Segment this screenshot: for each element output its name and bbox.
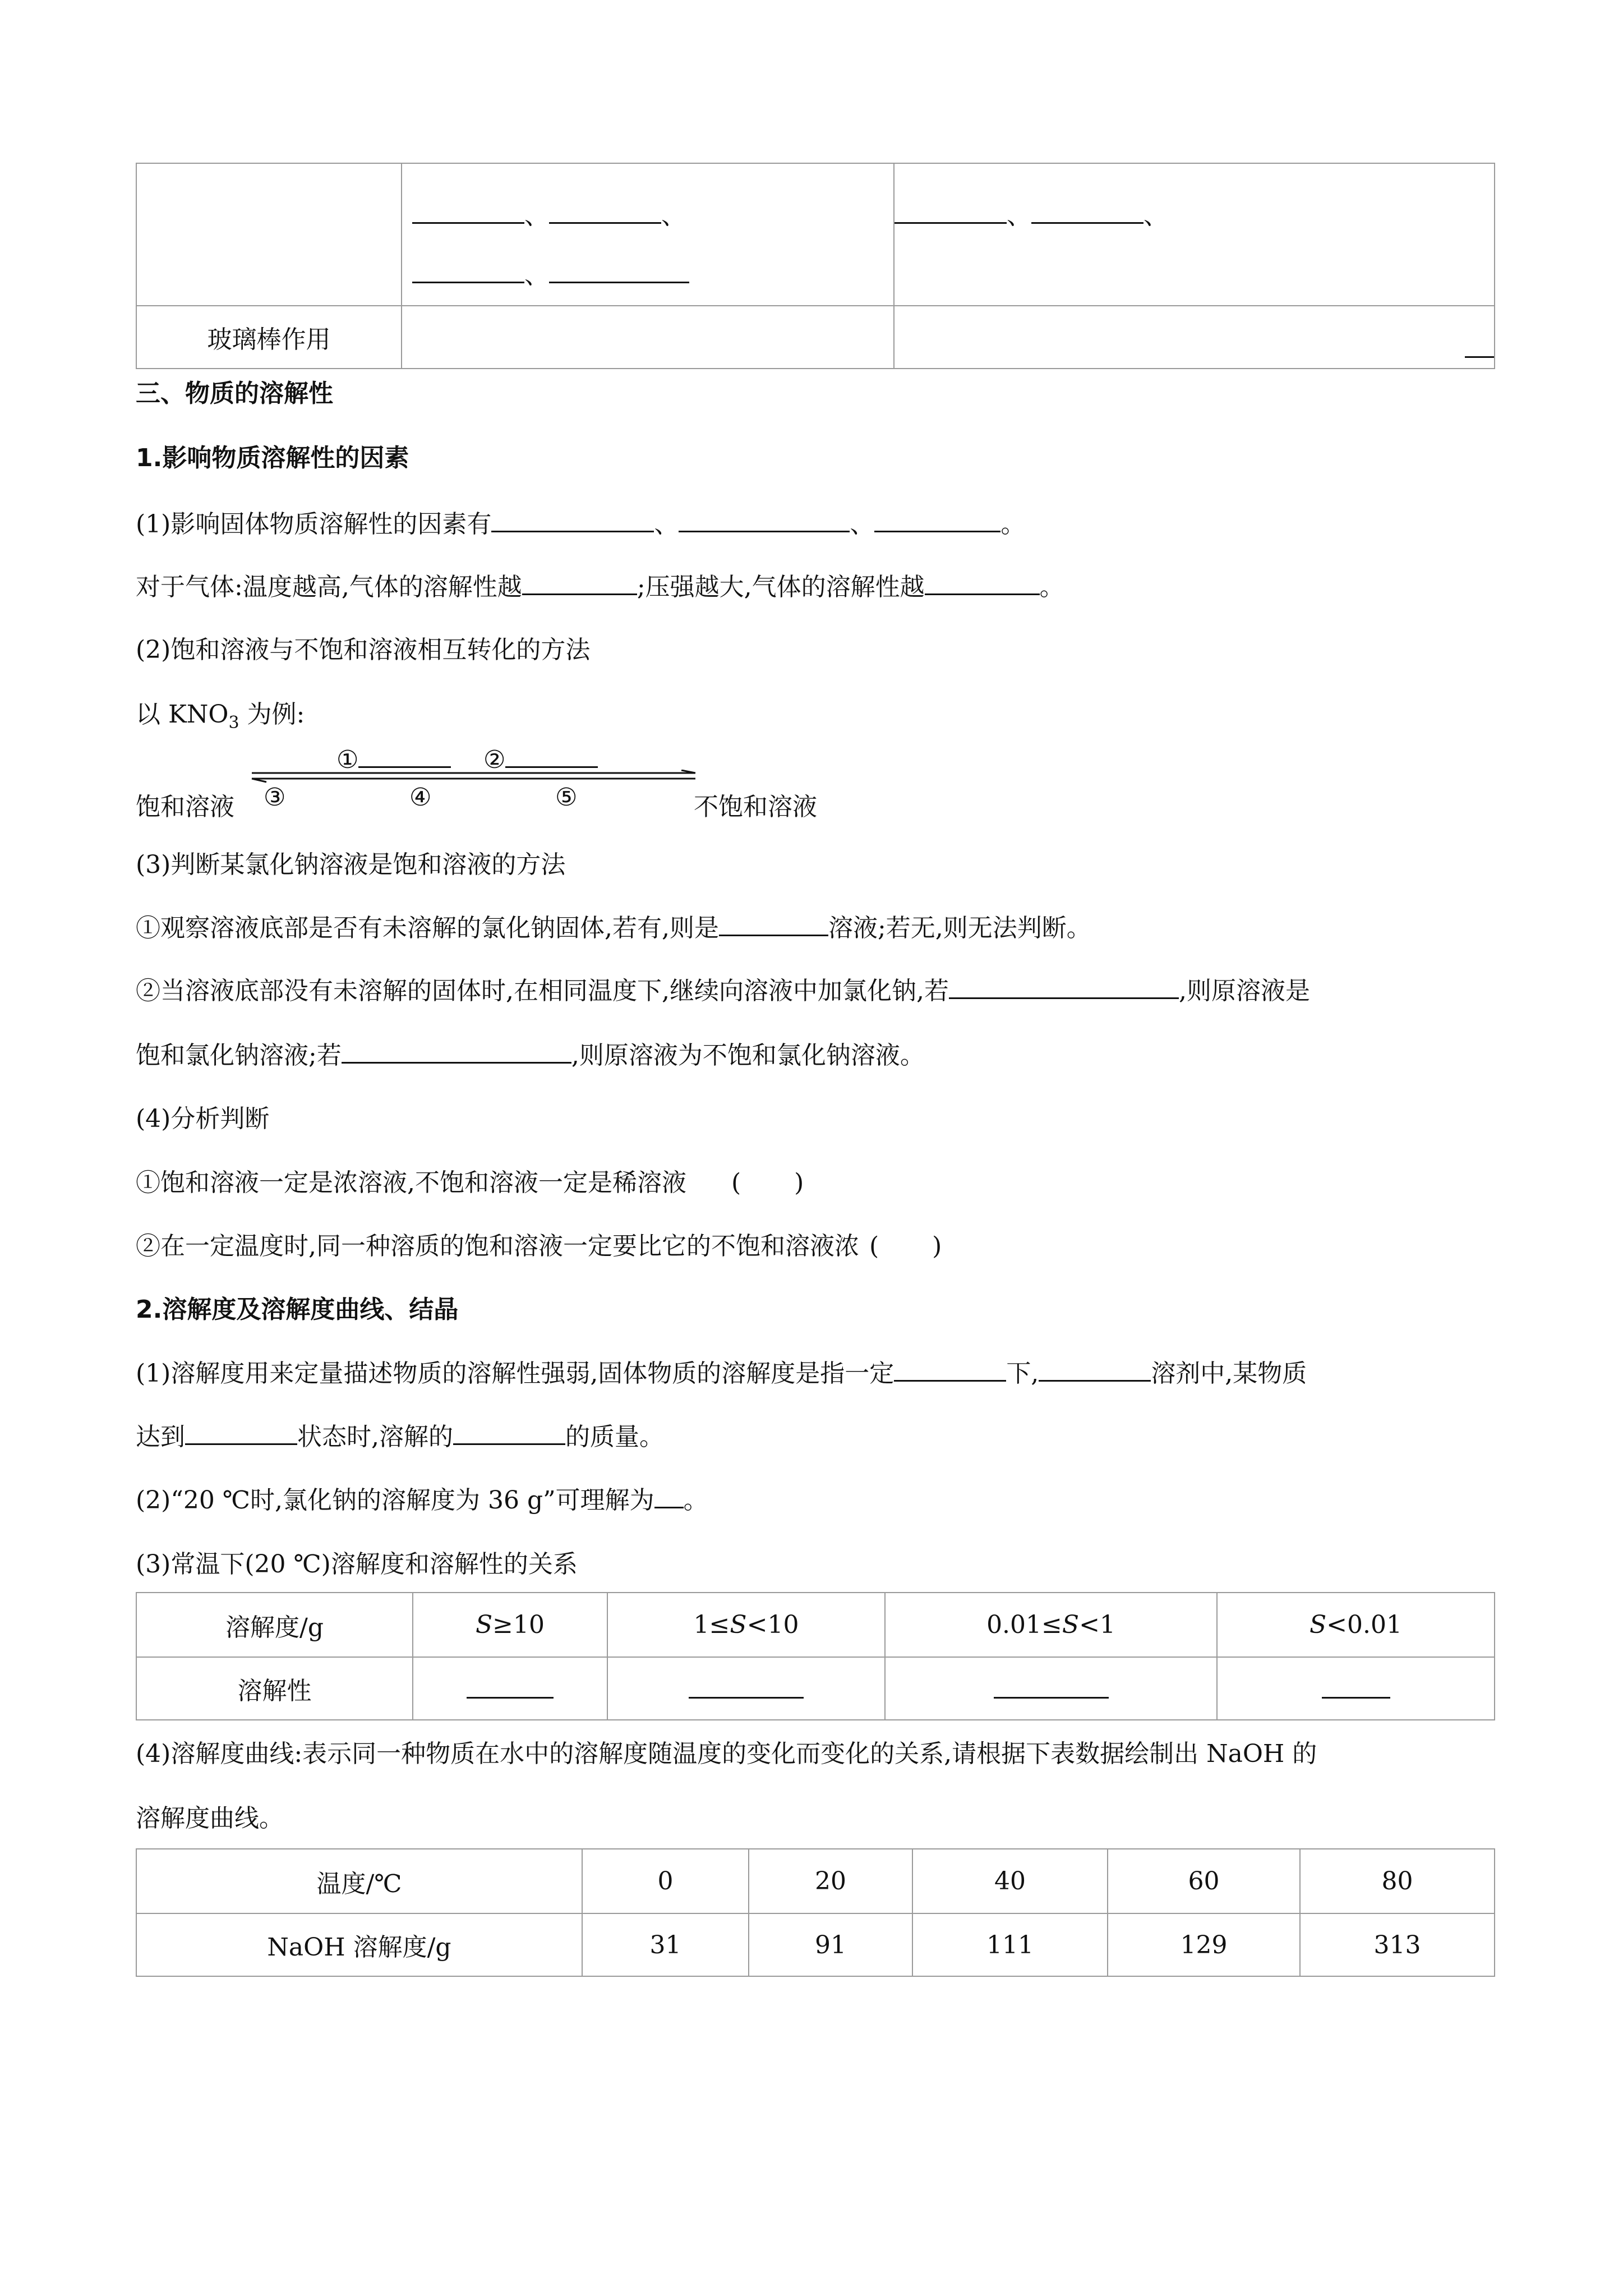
equipment-blanks-cell-2: 、 、 <box>894 163 1495 306</box>
judge-method-heading: (3)判断某氯化钠溶液是饱和溶液的方法 <box>136 850 566 879</box>
nacl-solubility-question: (2)“20 ℃时,氯化钠的溶解度为 36 g”可理解为 。 <box>136 1480 708 1516</box>
solubility-label: 溶解度/g <box>136 1593 413 1657</box>
range-soluble: 1≤S<10 <box>607 1593 885 1657</box>
answer-blank[interactable] <box>412 197 524 224</box>
temperature-value: 40 <box>912 1849 1108 1913</box>
equipment-blanks-cell-1: 、 、 、 <box>402 163 894 306</box>
temperature-value: 0 <box>582 1849 749 1913</box>
judge-method-2-cont: 饱和氯化钠溶液;若 ,则原溶液为不饱和氯化钠溶液。 <box>136 1035 925 1071</box>
answer-blank[interactable] <box>549 197 661 224</box>
method-3: ③ <box>264 783 286 812</box>
solubility-class-cell <box>607 1657 885 1720</box>
answer-blank[interactable] <box>874 506 1000 532</box>
glass-rod-cell-1[interactable] <box>402 306 894 369</box>
answer-blank[interactable] <box>491 506 654 532</box>
answer-blank[interactable] <box>1465 332 1494 358</box>
answer-blank[interactable] <box>522 569 637 595</box>
answer-blank[interactable] <box>358 742 451 768</box>
judge-method-2: ②当溶液底部没有未溶解的固体时,在相同温度下,继续向溶液中加氯化钠,若 ,则原溶液是 <box>136 970 1310 1006</box>
answer-blank[interactable] <box>412 257 524 283</box>
naoh-solubility-table <box>136 1848 1495 1977</box>
equipment-table <box>136 163 1495 369</box>
solubility-value: 313 <box>1300 1913 1495 1976</box>
unsaturated-solution-label: 不饱和溶液 <box>694 793 817 821</box>
method-5: ⑤ <box>555 783 578 812</box>
curve-instruction: (4)溶解度曲线:表示同一种物质在水中的溶解度随温度的变化而变化的关系,请根据下表数据绘制出 NaOH 的 <box>136 1740 1317 1768</box>
answer-blank[interactable] <box>1039 1355 1151 1382</box>
answer-blank[interactable] <box>453 1419 565 1445</box>
answer-blank[interactable] <box>185 1419 297 1445</box>
judge-method-1: ①观察溶液底部是否有未溶解的氯化钠固体,若有,则是 溶液;若无,则无法判断。 <box>136 908 1091 944</box>
answer-blank[interactable] <box>467 1672 554 1699</box>
saturated-solution-label: 饱和溶液 <box>136 793 234 821</box>
temperature-value: 60 <box>1108 1849 1300 1913</box>
answer-blank[interactable] <box>654 1482 684 1508</box>
answer-blank[interactable] <box>1322 1672 1390 1699</box>
answer-blank[interactable] <box>719 910 828 936</box>
range-easily-soluble: S≥10 <box>413 1593 607 1657</box>
solubility-class-cell <box>413 1657 607 1720</box>
answer-blank[interactable] <box>679 506 850 532</box>
solubility-definition: (1)溶解度用来定量描述物质的溶解性强弱,固体物质的溶解度是指一定 下, 溶剂中,某物质 <box>136 1353 1307 1389</box>
solubility-class-cell <box>1217 1657 1495 1720</box>
relation-heading: (3)常温下(20 ℃)溶解度和溶解性的关系 <box>136 1550 578 1579</box>
glass-rod-label: 玻璃棒作用 <box>136 306 402 369</box>
solubility-value: 129 <box>1108 1913 1300 1976</box>
solubility-value: 111 <box>912 1913 1108 1976</box>
answer-blank[interactable] <box>1031 197 1144 224</box>
analysis-heading: (4)分析判断 <box>136 1105 270 1133</box>
method-2: ② <box>483 742 598 774</box>
temperature-label: 温度/℃ <box>136 1849 582 1913</box>
gas-question: 对于气体:温度越高,气体的溶解性越 ;压强越大,气体的溶解性越 。 <box>136 567 1064 602</box>
solubility-class-cell <box>885 1657 1217 1720</box>
section-title: 三、物质的溶解性 <box>136 379 333 408</box>
answer-blank[interactable] <box>949 973 1179 999</box>
curve-instruction-cont: 溶解度曲线。 <box>136 1804 284 1833</box>
range-slightly-soluble: 0.01≤S<1 <box>885 1593 1217 1657</box>
answer-blank[interactable] <box>549 257 689 283</box>
answer-blank[interactable] <box>895 197 1007 224</box>
method-1: ① <box>336 742 451 774</box>
answer-blank[interactable] <box>505 742 598 768</box>
solubility-definition-cont: 达到 状态时,溶解的 的质量。 <box>136 1416 664 1452</box>
judgement-2: ②在一定温度时,同一种溶质的饱和溶液一定要比它的不饱和溶液浓 ( ) <box>136 1232 942 1260</box>
temperature-value: 20 <box>749 1849 912 1913</box>
answer-blank[interactable] <box>689 1672 804 1699</box>
equipment-label-cell <box>136 163 402 306</box>
judgement-1: ①饱和溶液一定是浓溶液,不饱和溶液一定是稀溶液 ( ) <box>136 1168 804 1197</box>
method-4: ④ <box>409 783 432 812</box>
naoh-solubility-label: NaOH 溶解度/g <box>136 1913 582 1976</box>
kno3-example: 以 $KNO_3$ 为例: <box>136 700 305 733</box>
answer-blank[interactable] <box>894 1355 1006 1382</box>
solubility-value: 91 <box>749 1913 912 1976</box>
conversion-arrows <box>250 770 698 784</box>
solubility-class-label: 溶解性 <box>136 1657 413 1720</box>
answer-blank[interactable] <box>342 1037 571 1064</box>
answer-blank[interactable] <box>925 569 1040 595</box>
solubility-relation-table <box>136 1592 1495 1720</box>
range-insoluble: S<0.01 <box>1217 1593 1495 1657</box>
solubility-value: 31 <box>582 1913 749 1976</box>
subsection-title-2: 2.溶解度及溶解度曲线、结晶 <box>136 1295 459 1324</box>
subsection-title-1: 1.影响物质溶解性的因素 <box>136 444 409 472</box>
conversion-heading: (2)饱和溶液与不饱和溶液相互转化的方法 <box>136 636 591 664</box>
glass-rod-cell-2[interactable] <box>894 306 1495 369</box>
answer-blank[interactable] <box>994 1672 1109 1699</box>
factors-question: (1)影响固体物质溶解性的因素有 、 、 。 <box>136 504 1025 540</box>
temperature-value: 80 <box>1300 1849 1495 1913</box>
